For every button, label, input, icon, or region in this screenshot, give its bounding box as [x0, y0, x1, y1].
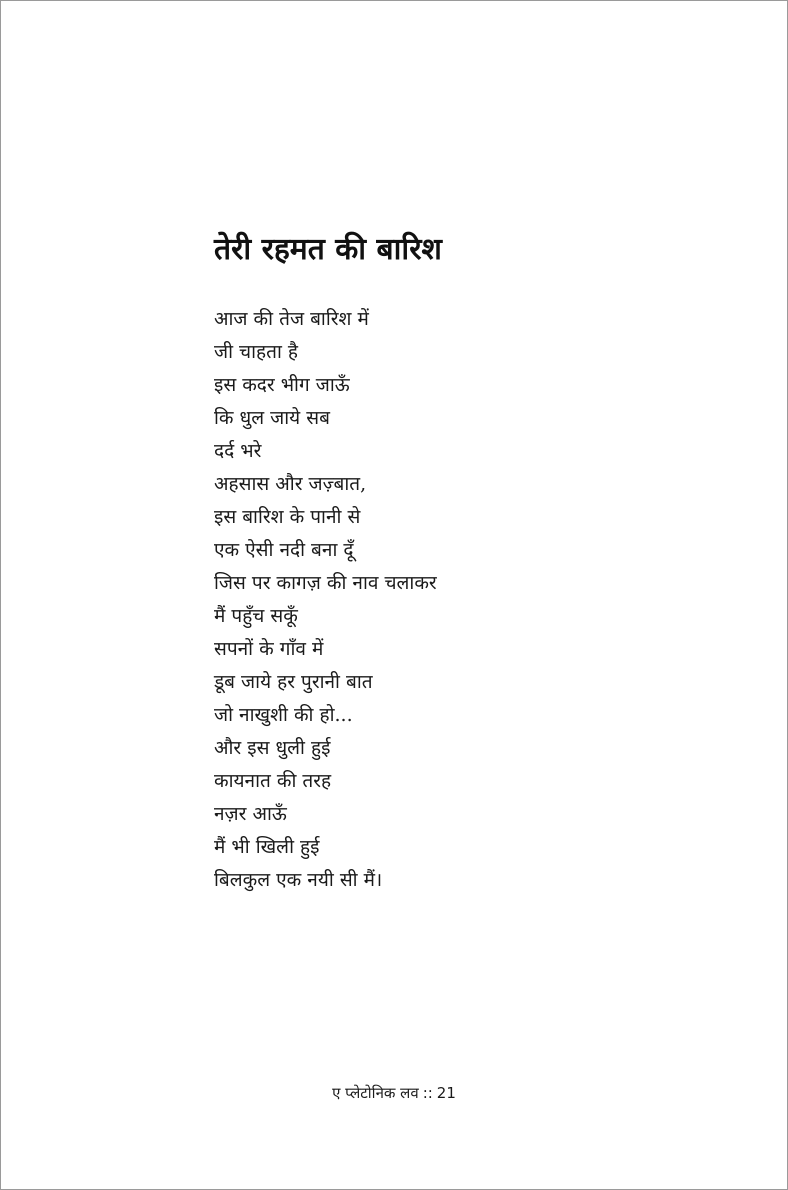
poem-line: जी चाहता है: [214, 341, 299, 363]
poem-line: एक ऐसी नदी बना दूँ: [214, 539, 354, 561]
poem-line: मैं पहुँच सकूँ: [214, 605, 298, 627]
poem-line: डूब जाये हर पुरानी बात: [214, 671, 373, 693]
poem-line: और इस धुली हुई: [214, 737, 331, 759]
poem-line: आज की तेज बारिश में: [214, 308, 369, 330]
poem-line: अहसास और जज़्बात,: [214, 473, 367, 495]
poem-line: इस कदर भीग जाऊँ: [214, 374, 350, 396]
page-number: 21: [436, 1084, 456, 1102]
poem-title: तेरी रहमत की बारिश: [214, 232, 442, 267]
poem-line: जिस पर कागज़ की नाव चलाकर: [214, 572, 437, 594]
poem-line: मैं भी खिली हुई: [214, 836, 320, 858]
poem-line: सपनों के गाँव में: [214, 638, 324, 660]
poem-body: [214, 303, 437, 897]
poem-line: इस बारिश के पानी से: [214, 506, 361, 528]
poem-line: नज़र आऊँ: [214, 803, 287, 825]
footer-separator: ::: [422, 1084, 433, 1102]
page-footer: [0, 1081, 788, 1105]
poem-line: जो नाखुशी की हो...: [214, 704, 353, 726]
poem-line: कायनात की तरह: [214, 770, 332, 792]
poem-line: कि धुल जाये सब: [214, 407, 330, 429]
poem-line: बिलकुल एक नयी सी मैं।: [214, 869, 383, 891]
footer-book-title: ए प्लेटोनिक लव: [332, 1084, 419, 1102]
poem-line: दर्द भरे: [214, 440, 262, 462]
